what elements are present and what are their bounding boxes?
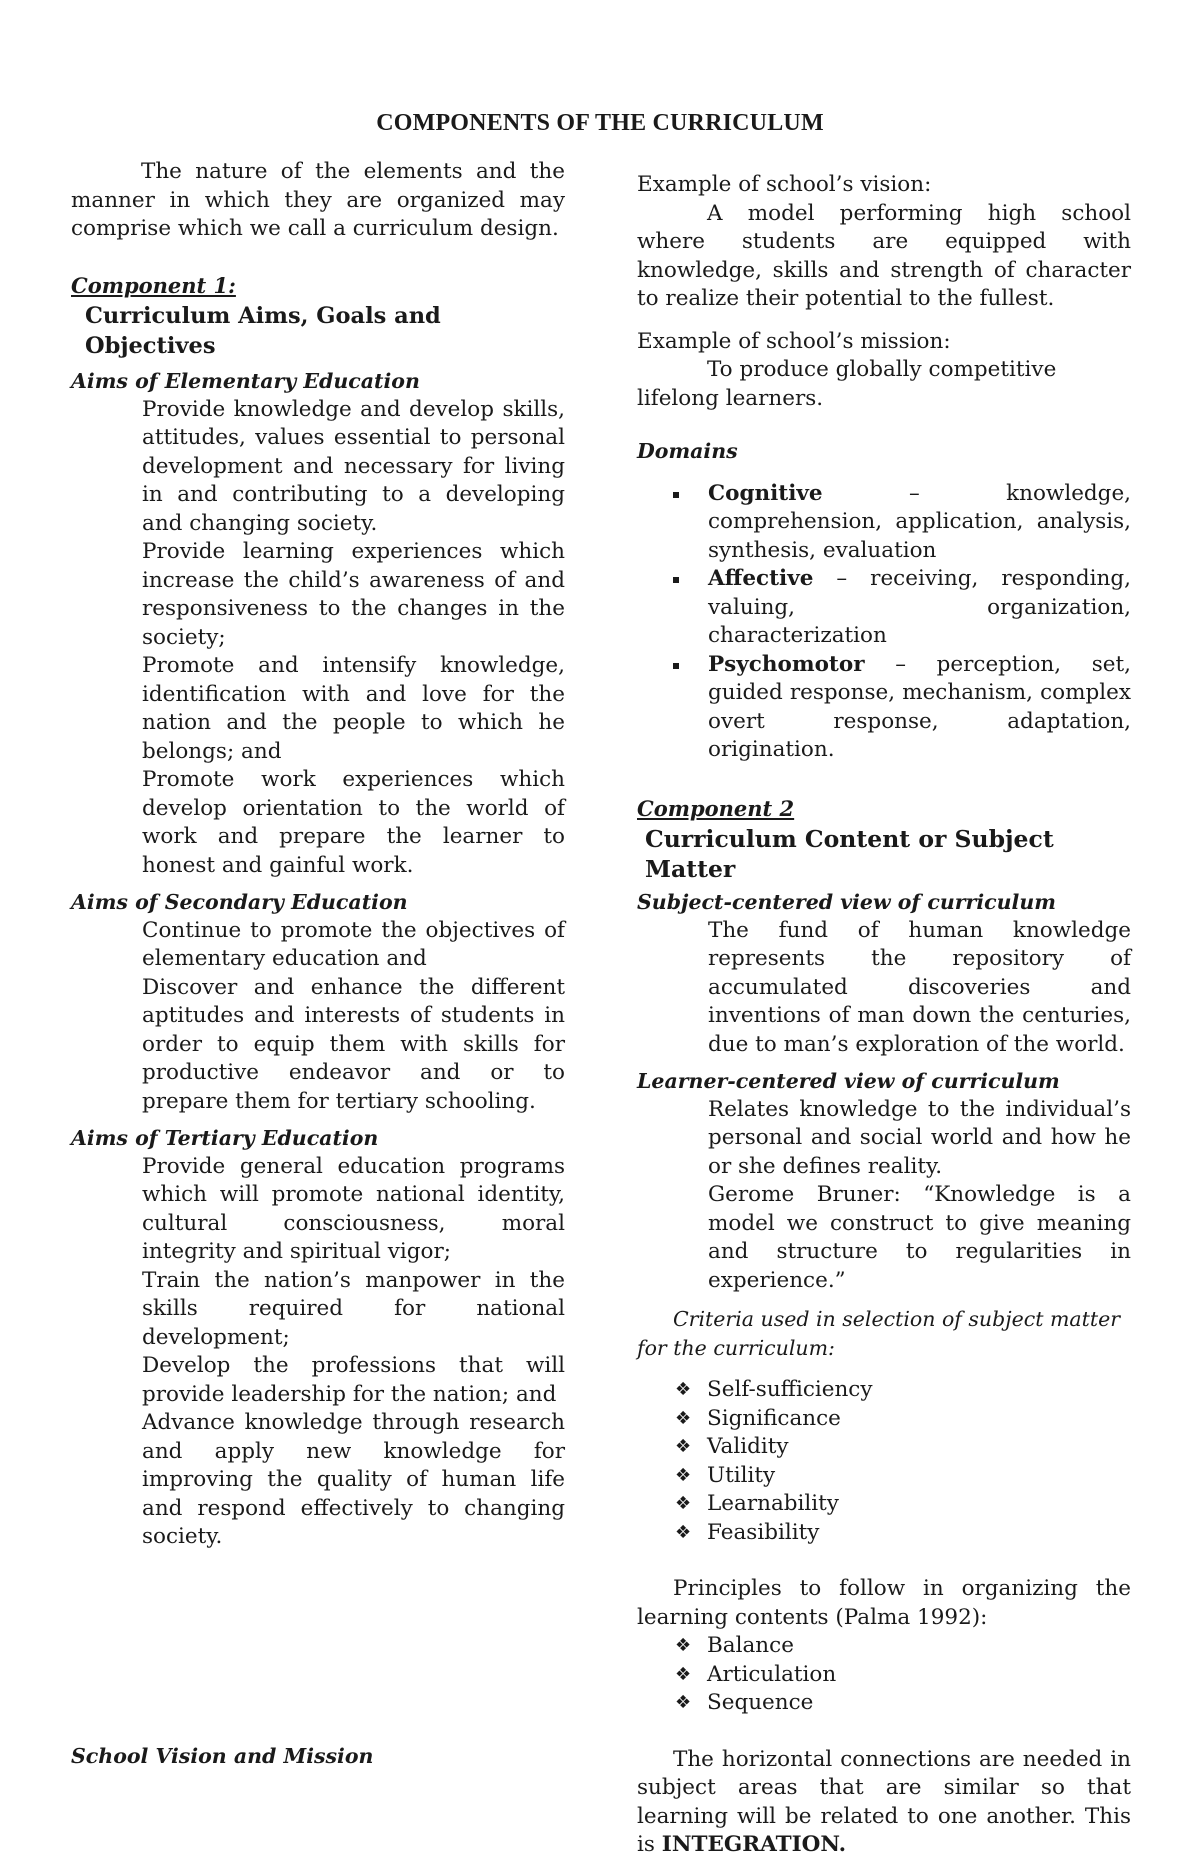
- component-2-heading: Curriculum Content or Subject Matter: [645, 825, 1054, 883]
- component-1-label: [71, 272, 565, 302]
- diamond-bullet-icon: ❖: [675, 1635, 692, 1656]
- list-item: [637, 565, 1131, 651]
- principles-list: [637, 1632, 1131, 1718]
- list-item: Discover and enhance the different aptitudes and interests of students in order to equip them with skills for productive endeavor and or to prepare them for tertiary schooling.: [142, 974, 565, 1114]
- list-item: [637, 1433, 1131, 1462]
- component-1-label-text: Component 1:: [71, 272, 236, 298]
- learner-centered-text: Relates knowledge to the individual’s personal and social world and how he or she defines reality.: [708, 1096, 1131, 1179]
- component-2-label-text: Component 2: [637, 795, 795, 821]
- list-item: Provide learning experiences which increase the child’s awareness of and responsiveness to the changes in the society;: [142, 539, 565, 650]
- list-item: [637, 1462, 1131, 1491]
- integration-text: The horizontal connections are needed in subject areas that are similar so that learning will be related to one another. This is: [637, 1746, 1131, 1857]
- list-item: Promote work experiences which develop orientation to the world of work and prepare the learner to honest and gainful work.: [142, 767, 565, 878]
- list-item: Continue to promote the objectives of elementary education and: [142, 917, 565, 971]
- domains-list: [637, 480, 1131, 765]
- list-item: Develop the professions that will provide leadership for the nation; and: [142, 1353, 565, 1407]
- diamond-bullet-icon: ❖: [675, 1692, 692, 1713]
- integration-paragraph: [637, 1746, 1131, 1860]
- criterion-label: Significance: [707, 1405, 841, 1431]
- mission-label: Example of school’s mission:: [637, 328, 951, 354]
- tertiary-heading: Aims of Tertiary Education: [71, 1126, 379, 1150]
- list-item: [637, 1689, 1131, 1718]
- vision-mission-heading: School Vision and Mission: [71, 1744, 374, 1768]
- left-column: [71, 158, 565, 1552]
- list-item: [637, 1632, 1131, 1661]
- diamond-bullet-icon: ❖: [675, 1493, 692, 1514]
- tertiary-aims-list: [71, 1153, 565, 1552]
- secondary-aims-list: [71, 917, 565, 1117]
- list-item: Train the nation’s manpower in the skills required for national development;: [142, 1267, 565, 1350]
- domains-heading: Domains: [637, 439, 738, 463]
- list-item: [637, 1661, 1131, 1690]
- vision-label: Example of school’s vision:: [637, 172, 932, 197]
- list-item: [637, 1519, 1131, 1548]
- criterion-label: Learnability: [707, 1491, 839, 1516]
- component-2-label: [637, 795, 1131, 825]
- diamond-bullet-icon: ❖: [675, 1663, 692, 1685]
- bullet-icon: [673, 492, 679, 498]
- domain-term: Psychomotor: [708, 651, 865, 677]
- criterion-label: Utility: [707, 1462, 776, 1488]
- criterion-label: Feasibility: [707, 1519, 820, 1545]
- domain-desc: – receiving, responding, valuing, organization, characterization: [708, 566, 1131, 648]
- page-title: COMPONENTS OF THE CURRICULUM: [376, 110, 824, 136]
- list-item: Advance knowledge through research and apply new knowledge for improving the quality of human life and respond effectively to changing society.: [142, 1410, 565, 1549]
- criterion-label: Validity: [707, 1434, 789, 1459]
- criteria-list: [637, 1376, 1131, 1547]
- list-item: [637, 480, 1131, 566]
- component-1-heading: Curriculum Aims, Goals and Objectives: [85, 303, 441, 359]
- list-item: [637, 1490, 1131, 1519]
- elementary-heading: Aims of Elementary Education: [71, 369, 420, 393]
- bullet-icon: [673, 663, 679, 669]
- learner-centered-heading: Learner-centered view of curriculum: [637, 1069, 1060, 1093]
- diamond-bullet-icon: ❖: [675, 1407, 692, 1429]
- diamond-bullet-icon: ❖: [675, 1464, 692, 1486]
- criteria-intro: Criteria used in selection of subject matter for the curriculum:: [637, 1307, 1121, 1360]
- domain-term: Cognitive: [708, 480, 823, 506]
- principle-label: Articulation: [707, 1661, 837, 1687]
- elementary-aims-list: [71, 396, 565, 881]
- domain-desc: – perception, set, guided response, mechanism, complex overt response, adaptation, origination.: [708, 651, 1131, 762]
- secondary-heading: Aims of Secondary Education: [71, 890, 408, 914]
- list-item: [637, 651, 1131, 765]
- bruner-quote: Gerome Bruner: “Knowledge is a model we construct to give meaning and structure to regularities in experience.”: [708, 1182, 1131, 1293]
- list-item: Promote and intensify knowledge, identification with and love for the nation and the people to which he belongs; and: [142, 653, 565, 764]
- list-item: [637, 1376, 1131, 1405]
- principles-intro: Principles to follow in organizing the learning contents (Palma 1992):: [637, 1576, 1131, 1630]
- right-column: [637, 171, 1131, 1860]
- subject-centered-heading: Subject-centered view of curriculum: [637, 890, 1056, 914]
- principle-label: Balance: [707, 1633, 794, 1658]
- integration-term: INTEGRATION.: [661, 1832, 847, 1857]
- list-item: [637, 1405, 1131, 1434]
- domain-desc: – knowledge, comprehension, application, analysis, synthesis, evaluation: [708, 480, 1131, 563]
- criterion-label: Self-sufficiency: [707, 1377, 873, 1402]
- bullet-icon: [673, 577, 679, 583]
- intro-paragraph: The nature of the elements and the manner in which they are organized may comprise which we call a curriculum design.: [71, 159, 565, 241]
- domain-term: Affective: [708, 566, 814, 591]
- list-item: Provide general education programs which will promote national identity, cultural consciousness, moral integrity and spiritual vigor;: [142, 1153, 565, 1264]
- subject-centered-text: The fund of human knowledge represents the repository of accumulated discoveries and inventions of man down the centuries, due to man’s exploration of the world.: [708, 917, 1131, 1057]
- diamond-bullet-icon: ❖: [675, 1436, 692, 1457]
- list-item: Provide knowledge and develop skills, attitudes, values essential to personal development and necessary for living in and contributing to a developing and changing society.: [142, 396, 565, 536]
- principle-label: Sequence: [707, 1690, 814, 1715]
- vision-text: A model performing high school where students are equipped with knowledge, skills and strength of character to realize their potential to the fullest.: [637, 200, 1131, 311]
- diamond-bullet-icon: ❖: [675, 1379, 692, 1400]
- diamond-bullet-icon: ❖: [675, 1521, 692, 1543]
- mission-text: To produce globally competitive lifelong learners.: [637, 357, 1057, 411]
